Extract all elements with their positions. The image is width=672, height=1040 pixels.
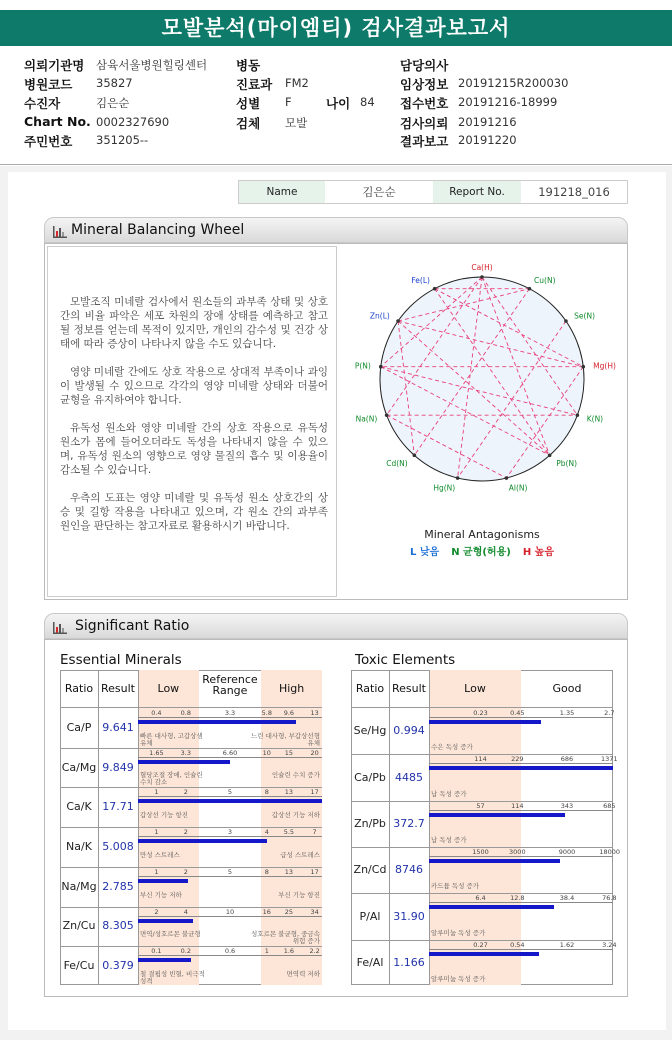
tick-label: 3.3	[224, 709, 236, 717]
tick-label: 5	[227, 788, 233, 797]
tick-label: 17	[310, 867, 319, 876]
essential-title: Essential Minerals	[60, 652, 182, 668]
low-note: 면역/성호르몬 불균형	[140, 930, 201, 939]
wheel-node-label: Na(N)	[355, 414, 378, 424]
good-header: Good	[552, 682, 582, 695]
wheel-node	[528, 287, 532, 291]
header-label: 임상정보	[400, 77, 449, 92]
tick-label: 10	[225, 907, 235, 916]
toxic-table	[351, 670, 620, 985]
high-note: 면역력 저하	[286, 970, 320, 978]
tick-label: 3000	[509, 848, 526, 856]
tick-label: 25	[284, 907, 294, 916]
tick-label: 4	[264, 828, 269, 837]
tick-label: 17	[310, 788, 319, 797]
scale-line	[138, 836, 322, 837]
wheel-section-body	[44, 243, 628, 600]
low-note: 빠른 대사형, 고갑상샘 유체	[140, 731, 203, 747]
tick-label: 2.2	[309, 947, 320, 956]
low-header: Low	[464, 682, 486, 695]
name-label: Name	[239, 181, 325, 203]
name-value: 김은순	[362, 185, 396, 199]
result-bar	[138, 760, 230, 764]
wheel-caption: Mineral Antagonisms	[424, 528, 540, 541]
header-label: 결과보고	[400, 134, 449, 149]
essential-table	[60, 670, 322, 985]
wheel-node-label: P(N)	[354, 361, 371, 371]
wheel-area	[339, 246, 625, 597]
header-value: 20191215R200030	[458, 76, 569, 90]
tick-label: 8	[264, 788, 269, 797]
wheel-node	[385, 413, 389, 417]
ratio-name: Fe/Al	[356, 955, 384, 969]
tick-label: 1.6	[283, 947, 295, 956]
header-value: 0002327690	[96, 115, 170, 129]
age-value: 84	[360, 95, 375, 109]
description-text	[60, 295, 328, 533]
tick-label: 0.54	[510, 940, 525, 949]
scale-line	[138, 876, 322, 877]
description-paragraph: 모발조직 미네랄 검사에서 원소들의 과부족 상태 및 상호간의 비율 파악은 세포 차원의 장애 상태를 예측하고 참고될 정보를 얻는데 목적이 있지만, 개인의 감수성 및 건강 상태에 따라 증상이 나타나지 않을 수도 있습니다.	[60, 296, 328, 350]
low-note: 갑상선 기능 항진	[140, 811, 189, 820]
tick-label: 10	[262, 748, 271, 757]
ratio-result: 2.785	[102, 879, 134, 893]
wheel-node-label: Ca(H)	[471, 263, 493, 272]
ratio-name: Na/K	[66, 840, 92, 853]
tick-label: 0.27	[473, 940, 488, 949]
ratio-header: Ratio	[355, 682, 385, 695]
wheel-node	[581, 365, 585, 369]
tick-label: 0.45	[510, 709, 525, 717]
header-value: 20191216	[458, 115, 517, 129]
wheel-node-label: Cu(N)	[534, 275, 556, 285]
high-note: 갑상선 기능 저하	[271, 811, 320, 820]
tick-label: 9.6	[283, 709, 295, 717]
tick-label: 1	[154, 828, 159, 837]
ratio-header: Ratio	[64, 682, 94, 695]
header-divider	[0, 164, 672, 165]
header-value: 20191216-18999	[458, 95, 558, 109]
tick-label: 3.24	[602, 940, 617, 949]
risk-note: 알루미늄 독성 증가	[431, 928, 486, 937]
tick-label: 2	[183, 828, 188, 837]
tick-label: 0.1	[151, 947, 162, 956]
header-label: 주민번호	[24, 134, 73, 149]
header-label: 성별	[236, 96, 261, 111]
scale-line	[429, 763, 613, 764]
tick-label: 1500	[472, 848, 489, 856]
ratio-name: Ca/Pb	[354, 770, 386, 784]
high-header: High	[278, 682, 305, 695]
wheel-node-label: Cd(N)	[386, 458, 408, 468]
tick-label: 114	[474, 755, 487, 764]
report-title: 모발분석(마이엠티) 검사결과보고서	[0, 10, 672, 46]
tick-label: 1	[154, 867, 159, 876]
result-bar	[138, 720, 296, 724]
scale-line	[138, 955, 322, 956]
tick-label: 13	[284, 867, 294, 876]
ratio-section-body	[44, 639, 628, 997]
ratio-name: P/Al	[359, 909, 381, 923]
scale-line	[429, 902, 613, 903]
scale-line	[138, 717, 322, 718]
result-bar	[429, 766, 613, 770]
tick-label: 1.65	[149, 748, 164, 757]
low-header: Low	[157, 682, 180, 695]
low-note: 철 결핍성 빈혈, 비극적 성격	[140, 970, 205, 985]
header-label: 수진자	[24, 96, 61, 111]
result-bar	[429, 952, 539, 956]
tick-label: 34	[310, 907, 319, 916]
ratio-result: 4485	[395, 770, 423, 784]
ratio-result: 5.008	[102, 840, 134, 853]
tick-label: 2	[154, 907, 159, 916]
header-label: 검체	[236, 116, 261, 131]
ratio-result: 9.849	[102, 760, 134, 774]
risk-note: 알루미늄 독성 증가	[431, 975, 486, 983]
wheel-node-label: Pb(N)	[556, 458, 578, 468]
high-note: 성호르몬 불균형, 중금속 위험 증가	[251, 930, 320, 946]
header-value: 35827	[96, 76, 133, 90]
wheel-node-label: Hg(N)	[433, 483, 456, 493]
tick-label: 0.8	[180, 709, 191, 717]
result-bar	[429, 859, 560, 863]
tick-label: 12.8	[510, 894, 525, 903]
header-label: 병동	[236, 58, 261, 73]
tick-label: 3	[227, 828, 233, 837]
header-value: F	[285, 95, 292, 109]
description-box	[47, 246, 337, 597]
header-value: 351205--	[96, 133, 149, 147]
scale-line	[429, 949, 613, 950]
ratio-result: 31.90	[393, 909, 425, 923]
scale-line	[429, 717, 613, 718]
result-bar	[138, 839, 267, 843]
wheel-node	[564, 319, 568, 323]
header-label: 접수번호	[400, 96, 449, 111]
description-paragraph: 유독성 원소와 영양 미네랄 간의 상호 작용으로 유독성 원소가 몸에 들어오더라도 독성을 나타내지 않을 수 있으며, 유독성 원소의 영향으로 영양 물질의 흡수 및 이용율이 감소될 수 있습니다.	[60, 422, 328, 476]
scale-line	[138, 916, 322, 917]
ratio-section-title: Significant Ratio	[75, 618, 190, 634]
tick-label: 1	[264, 947, 269, 956]
ratio-result: 1.166	[393, 955, 425, 969]
bar-chart-icon	[53, 226, 67, 238]
tick-label: 15	[284, 748, 294, 757]
ratio-result: 9.641	[102, 720, 134, 734]
wheel-node	[456, 476, 460, 480]
ratio-result: 8746	[395, 863, 423, 877]
description-paragraph: 우측의 도표는 영양 미네랄 및 유독성 원소 상호간의 상승 및 길항 작용을 나타내고 있으며, 각 원소 간의 과부족 원인을 판단하는 참고자료로 활용하시기 바랍니다.	[60, 492, 328, 532]
wheel-node-label: Al(N)	[508, 483, 528, 493]
result-header: Result	[101, 682, 135, 695]
high-note: 인슐린 수치 증가	[271, 771, 320, 780]
tick-label: 5.5	[283, 828, 295, 837]
tick-label: 6.60	[222, 748, 238, 757]
ratio-name: Na/Mg	[61, 879, 97, 893]
toxic-title: Toxic Elements	[355, 652, 456, 668]
tick-label: 1371	[601, 755, 618, 764]
legend-item: N 균형(허용)	[451, 547, 511, 558]
high-note: 급성 스트레스	[280, 850, 320, 859]
header-value: 삼육서울병원힐링센터	[96, 58, 208, 72]
wheel-node	[379, 365, 383, 369]
ratio-name: Zn/Pb	[354, 816, 386, 830]
wheel-node	[480, 275, 484, 279]
bar-chart-icon	[53, 622, 67, 634]
tick-label: 0.6	[224, 947, 236, 956]
tick-label: 16	[262, 907, 271, 916]
ratio-name: Ca/P	[66, 720, 92, 734]
ratio-name: Ca/K	[66, 800, 92, 814]
description-paragraph: 영양 미네랄 간에도 상호 작용으로 상대적 부족이나 과잉이 발생될 수 있으므로 각각의 영양 미네랄 상태와 더불어 균형을 유지하여야 합니다.	[60, 366, 328, 406]
ratio-result: 372.7	[393, 816, 425, 830]
header-label: Chart No.	[24, 114, 91, 129]
tick-label: 343	[560, 801, 574, 810]
mineral-wheel	[339, 246, 625, 546]
name-bar	[238, 180, 628, 204]
tick-label: 114	[511, 801, 524, 810]
tick-label: 1.35	[559, 709, 575, 717]
result-bar	[138, 958, 191, 962]
header-divider	[351, 707, 613, 708]
wheel-node-label: Fe(L)	[411, 275, 430, 285]
tick-label: 0.2	[180, 947, 191, 956]
risk-note: 납 독성 증가	[431, 836, 467, 844]
tick-label: 7	[312, 828, 317, 837]
tick-label: 1.62	[559, 940, 575, 949]
tick-label: 2	[183, 867, 188, 876]
wheel-node-label: Zn(L)	[369, 311, 390, 321]
header-value: 김은순	[96, 96, 130, 110]
tick-label: 57	[476, 801, 485, 810]
tick-label: 6.4	[475, 894, 486, 903]
tick-label: 1	[154, 788, 159, 797]
tick-label: 3.3	[180, 748, 191, 757]
tick-label: 5	[227, 867, 233, 876]
result-bar	[429, 905, 554, 909]
tick-label: 76.8	[602, 894, 617, 903]
scale-line	[138, 796, 322, 797]
age-label: 나이	[326, 96, 351, 111]
ratio-name: Se/Hg	[353, 724, 387, 738]
tick-label: 685	[603, 801, 616, 810]
legend-item: H 높음	[522, 547, 554, 558]
header-label: 의뢰기관명	[24, 58, 85, 73]
wheel-node-label: Se(N)	[574, 311, 596, 321]
result-bar	[138, 919, 193, 923]
scale-line	[138, 757, 322, 758]
result-bar	[429, 813, 565, 817]
ratio-result: 8.305	[102, 919, 134, 933]
scale-line	[429, 856, 613, 857]
header-divider	[60, 707, 322, 708]
low-note: 부신 기능 저하	[140, 890, 182, 899]
wheel-node	[548, 454, 552, 458]
wheel-node-label: K(N)	[586, 414, 604, 424]
wheel-node	[576, 413, 580, 417]
low-note: 만성 스트레스	[140, 850, 180, 859]
report-no-value: 191218_016	[538, 185, 610, 199]
wheel-node	[433, 287, 437, 291]
wheel-section-title: Mineral Balancing Wheel	[71, 222, 245, 238]
tick-label: 2.7	[604, 709, 615, 717]
wheel-legend	[339, 543, 625, 558]
report-no-label: Report No.	[433, 181, 521, 203]
risk-note: 카드뮴 독성 증가	[431, 882, 480, 891]
wheel-section-header	[44, 217, 628, 243]
result-bar	[429, 720, 541, 724]
ratio-name: Zn/Cu	[62, 919, 96, 933]
ratio-name: Zn/Cd	[353, 863, 387, 877]
wheel-node	[505, 476, 509, 480]
tick-label: 229	[511, 755, 524, 764]
header-label: 진료과	[236, 77, 273, 92]
tick-label: 38.4	[559, 894, 575, 903]
risk-note: 수은 독성 증가	[431, 743, 473, 752]
tick-label: 4	[183, 907, 188, 916]
tick-label: 20	[310, 748, 319, 757]
tick-label: 13	[310, 709, 319, 717]
wheel-circle	[380, 277, 584, 481]
reference-header: Reference Range	[202, 673, 258, 697]
ratio-name: Ca/Mg	[61, 760, 97, 774]
tick-label: 686	[560, 755, 574, 764]
wheel-node-label: Mg(H)	[593, 361, 616, 371]
header-value: FM2	[285, 76, 309, 90]
scale-line	[429, 810, 613, 811]
wheel-node	[396, 319, 400, 323]
result-header: Result	[392, 682, 426, 695]
tick-label: 13	[284, 788, 294, 797]
ratio-section-header	[44, 613, 628, 639]
tick-label: 2	[183, 788, 188, 797]
tick-label: 0.23	[473, 709, 488, 717]
ratio-result: 0.379	[102, 959, 134, 973]
tick-label: 0.4	[151, 709, 162, 717]
ratio-result: 0.994	[393, 724, 425, 738]
high-note: 느린 대사형, 부갑상선형 유체	[251, 731, 320, 747]
header-value: 20191220	[458, 133, 517, 147]
wheel-node	[413, 454, 417, 458]
risk-note: 납 독성 증가	[431, 789, 467, 798]
tick-label: 9000	[558, 848, 576, 856]
result-bar	[138, 799, 322, 803]
low-note: 혈당조절 장애, 인슐린 수치 감소	[140, 771, 203, 787]
header-value: 모발	[285, 116, 308, 130]
header-label: 담당의사	[400, 58, 449, 73]
header-label: 병원코드	[24, 77, 73, 92]
ratio-result: 17.71	[102, 800, 134, 814]
tick-label: 8	[264, 867, 269, 876]
tick-label: 5.8	[261, 709, 272, 717]
legend-item: L 낮음	[410, 547, 440, 558]
tick-label: 18000	[599, 848, 620, 856]
result-bar	[138, 879, 188, 883]
ratio-name: Fe/Cu	[63, 959, 95, 973]
header-label: 검사의뢰	[400, 116, 449, 131]
high-note: 부신 기능 항진	[278, 890, 320, 899]
